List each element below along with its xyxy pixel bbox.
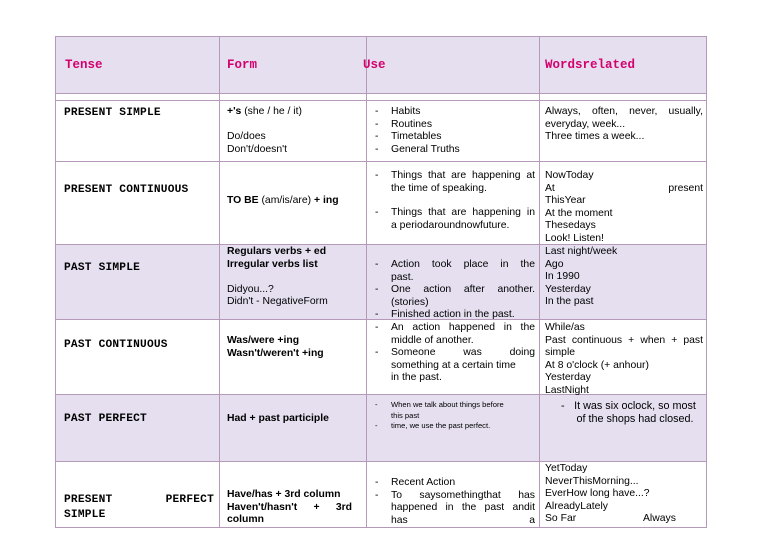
form-past-continuous xyxy=(227,335,362,360)
tense-text: PRESENT xyxy=(64,494,113,506)
use-present-simple xyxy=(371,106,535,156)
list-item: - Recent Action xyxy=(371,477,535,490)
list-item: - An action happened in the xyxy=(371,322,535,335)
list-item: - Finished action in the past. xyxy=(371,309,535,322)
form-text: +'s xyxy=(227,106,242,117)
words-past-simple xyxy=(545,246,703,309)
form-text: Didyou...? xyxy=(227,283,274,295)
list-item: - One action after another. xyxy=(371,284,535,297)
words-text: Last night/week xyxy=(545,246,618,257)
tense-present-perfect-simple xyxy=(64,493,214,523)
form-text xyxy=(227,119,362,132)
use-past-simple xyxy=(371,259,535,322)
tense-text: SIMPLE xyxy=(64,509,106,521)
header-use: Use xyxy=(363,58,386,72)
words-text: YetToday xyxy=(545,463,588,474)
rule xyxy=(55,161,707,162)
rule xyxy=(55,100,707,101)
words-text: EverHow long have...? xyxy=(545,488,650,500)
words-text: Thesedays xyxy=(545,220,596,232)
form-present-continuous xyxy=(227,195,362,208)
list-item-cont: middle of another. xyxy=(391,334,474,346)
rule xyxy=(55,93,707,94)
words-text: Past continuous + when + past xyxy=(545,334,703,346)
form-text: Irregular verbs list xyxy=(227,258,318,270)
rule xyxy=(706,36,707,528)
list-item-cont: in the past. xyxy=(391,372,442,384)
words-text: AlreadyLately xyxy=(545,500,608,512)
list-item-cont-row xyxy=(371,515,535,528)
words-text: At 8 o'clock (+ anhour) xyxy=(545,359,649,371)
words-text: In the past xyxy=(545,296,594,308)
tense-line xyxy=(64,493,214,508)
form-text: (she / he / it) xyxy=(241,106,302,117)
rule xyxy=(366,36,367,528)
form-text: Was/were +ing xyxy=(227,335,300,346)
words-text: Always xyxy=(643,513,676,525)
header-tense: Tense xyxy=(65,58,103,72)
words-text: - It was six oclock, so most xyxy=(545,400,703,413)
list-item: - Someone was doing xyxy=(371,347,535,360)
words-past-perfect xyxy=(545,400,703,426)
list-item-cont: past. xyxy=(391,271,414,283)
form-text: 3rd xyxy=(335,501,352,513)
use-present-perfect-simple xyxy=(371,477,535,527)
list-item: - Timetables xyxy=(371,131,535,144)
words-text-row xyxy=(545,183,703,196)
form-past-perfect: Had + past participle xyxy=(227,413,329,424)
words-present-simple xyxy=(545,106,703,144)
use-present-continuous xyxy=(371,170,535,232)
list-item: - Action took place in the xyxy=(371,259,535,272)
words-past-continuous xyxy=(545,322,703,398)
use-past-continuous xyxy=(371,322,535,385)
form-text: Do/does xyxy=(227,131,266,143)
form-text: + xyxy=(313,501,320,513)
form-present-perfect-simple xyxy=(227,489,352,527)
list-item: - Things that are happening at xyxy=(371,170,535,183)
list-item-cont: happened in the past andit xyxy=(391,502,535,514)
list-item: - Things that are happening in xyxy=(371,207,535,220)
words-text-row xyxy=(545,513,703,526)
list-item-cont: a periodaroundnowfuture. xyxy=(391,219,510,231)
words-text: present xyxy=(668,182,703,194)
words-text: At the moment xyxy=(545,207,613,219)
words-text: NowToday xyxy=(545,170,594,181)
tenses-table xyxy=(55,36,707,528)
words-text: everyday, week... xyxy=(545,118,626,130)
tense-past-simple: PAST SIMPLE xyxy=(64,262,141,274)
header-words-related: Wordsrelated xyxy=(545,58,636,72)
list-item: - General Truths xyxy=(371,144,535,157)
words-text: Always, often, never, usually, xyxy=(545,106,703,117)
form-text: column xyxy=(227,514,264,526)
words-text: Three times a week... xyxy=(545,131,645,143)
form-text: Regulars verbs + ed xyxy=(227,246,327,257)
form-present-simple xyxy=(227,106,362,156)
use-past-perfect xyxy=(371,400,535,432)
form-text: + ing xyxy=(314,195,339,206)
words-text: NeverThisMorning... xyxy=(545,475,639,487)
list-item: - To saysomethingthat has xyxy=(371,490,535,503)
words-text: simple xyxy=(545,347,576,359)
form-text: Wasn't/weren't +ing xyxy=(227,347,324,359)
tense-past-perfect: PAST PERFECT xyxy=(64,413,147,425)
form-text: TO BE xyxy=(227,195,259,206)
words-text: In 1990 xyxy=(545,271,580,283)
words-text: of the shops had closed. xyxy=(576,413,694,425)
rule xyxy=(219,36,220,528)
form-text: (am/is/are) xyxy=(258,195,314,206)
words-text: Yesterday xyxy=(545,283,591,295)
form-text: Haven't/hasn't xyxy=(227,501,298,513)
form-text: Didn't - NegativeForm xyxy=(227,296,328,308)
rule xyxy=(55,36,707,37)
words-text: ThisYear xyxy=(545,195,586,207)
words-text: LastNight xyxy=(545,384,589,396)
form-past-simple xyxy=(227,246,362,309)
words-text: Yesterday xyxy=(545,372,591,384)
list-item: - Habits xyxy=(371,106,535,119)
tense-present-simple: PRESENT SIMPLE xyxy=(64,107,161,119)
tense-present-continuous: PRESENT CONTINUOUS xyxy=(64,184,189,196)
list-item-cont: something at a certain time xyxy=(391,359,516,371)
list-item: - Routines xyxy=(371,119,535,132)
header-form: Form xyxy=(227,58,258,72)
rule xyxy=(55,461,707,462)
words-text: So Far xyxy=(545,513,577,525)
form-text: Have/has + 3rd column xyxy=(227,489,341,500)
form-text xyxy=(227,271,362,284)
list-item: - time, we use the past perfect. xyxy=(371,421,535,432)
words-text: While/as xyxy=(545,322,585,333)
list-item: - When we talk about things before xyxy=(371,400,535,411)
words-text: Ago xyxy=(545,258,564,270)
rule xyxy=(55,36,56,528)
words-present-perfect-simple xyxy=(545,463,703,526)
words-text: Look! Listen! xyxy=(545,232,604,244)
list-item-cont: (stories) xyxy=(391,296,429,308)
words-text: At xyxy=(545,182,555,194)
tense-past-continuous: PAST CONTINUOUS xyxy=(64,339,168,351)
tense-text: PERFECT xyxy=(165,494,214,506)
list-item-cont: a xyxy=(529,514,535,526)
list-item-cont: the time of speaking. xyxy=(391,182,487,194)
rule xyxy=(539,36,540,528)
form-text: Don't/doesn't xyxy=(227,143,287,155)
list-item-cont: this past xyxy=(391,410,420,420)
list-item-cont: has xyxy=(391,514,408,526)
form-text-row xyxy=(227,502,352,515)
words-present-continuous xyxy=(545,170,703,246)
